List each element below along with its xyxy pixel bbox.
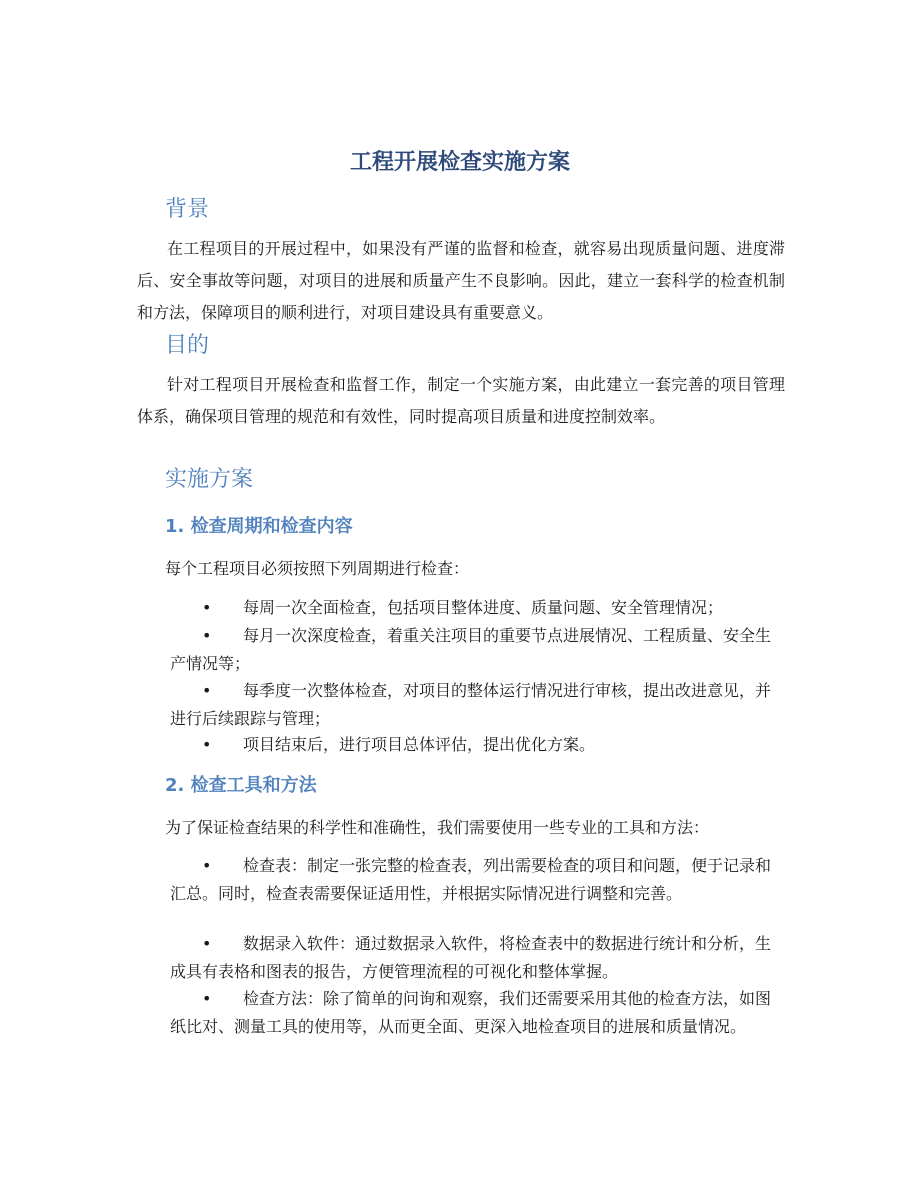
- heading-section-2: 2. 检查工具和方法: [165, 775, 317, 796]
- list-item-text: 每月一次深度检查，着重关注项目的重要节点进展情况、工程质量、安全生产情况等；: [170, 626, 772, 673]
- section-2-intro: 为了保证检查结果的科学性和准确性，我们需要使用一些专业的工具和方法：: [165, 818, 710, 837]
- list-item-text: 数据录入软件：通过数据录入软件，将检查表中的数据进行统计和分析，生成具有表格和图表的报告，方便管理流程的可视化和整体掌握。: [170, 934, 772, 981]
- bullet-icon: •: [202, 735, 212, 754]
- list-item: [170, 594, 785, 622]
- list-item: [170, 731, 785, 759]
- list-item: [170, 930, 785, 986]
- list-item: [170, 852, 785, 908]
- list-item-text: 每季度一次整体检查，对项目的整体运行情况进行审核，提出改进意见，并进行后续跟踪与管理；: [170, 681, 772, 728]
- list-item: [170, 985, 785, 1041]
- list-item-text: 项目结束后，进行项目总体评估，提出优化方案。: [243, 735, 596, 754]
- heading-plan: 实施方案: [165, 467, 254, 492]
- bullet-icon: •: [202, 856, 212, 875]
- heading-section-1: 1. 检查周期和检查内容: [165, 516, 353, 537]
- list-item-text: 检查表：制定一张完整的检查表，列出需要检查的项目和问题，便于记录和汇总。同时，检查表需要保证适用性，并根据实际情况进行调整和完善。: [170, 856, 772, 903]
- heading-purpose: 目的: [165, 333, 210, 358]
- paragraph-background: 在工程项目的开展过程中，如果没有严谨的监督和检查，就容易出现质量问题、进度滞后、安全事故等问题，对项目的进展和质量产生不良影响。因此，建立一套科学的检查机制和方法，保障项目的顺利进行，对项目建设具有重要意义。: [137, 239, 785, 322]
- heading-background: 背景: [165, 197, 210, 222]
- paragraph-purpose: 针对工程项目开展检查和监督工作，制定一个实施方案，由此建立一套完善的项目管理体系，确保项目管理的规范和有效性，同时提高项目质量和进度控制效率。: [137, 375, 785, 426]
- list-item: [170, 677, 785, 733]
- document-title: 工程开展检查实施方案: [349, 150, 570, 175]
- section-1-intro: 每个工程项目必须按照下列周期进行检查：: [165, 559, 470, 578]
- bullet-icon: •: [202, 626, 212, 645]
- list-item: [170, 622, 785, 678]
- list-item-text: 每周一次全面检查，包括项目整体进度、质量问题、安全管理情况；: [243, 598, 724, 617]
- list-item-text: 检查方法：除了简单的问询和观察，我们还需要采用其他的检查方法，如图纸比对、测量工具的使用等，从而更全面、更深入地检查项目的进展和质量情况。: [170, 989, 772, 1036]
- bullet-icon: •: [202, 989, 212, 1008]
- bullet-icon: •: [202, 598, 212, 617]
- bullet-icon: •: [202, 681, 212, 700]
- bullet-icon: •: [202, 934, 212, 953]
